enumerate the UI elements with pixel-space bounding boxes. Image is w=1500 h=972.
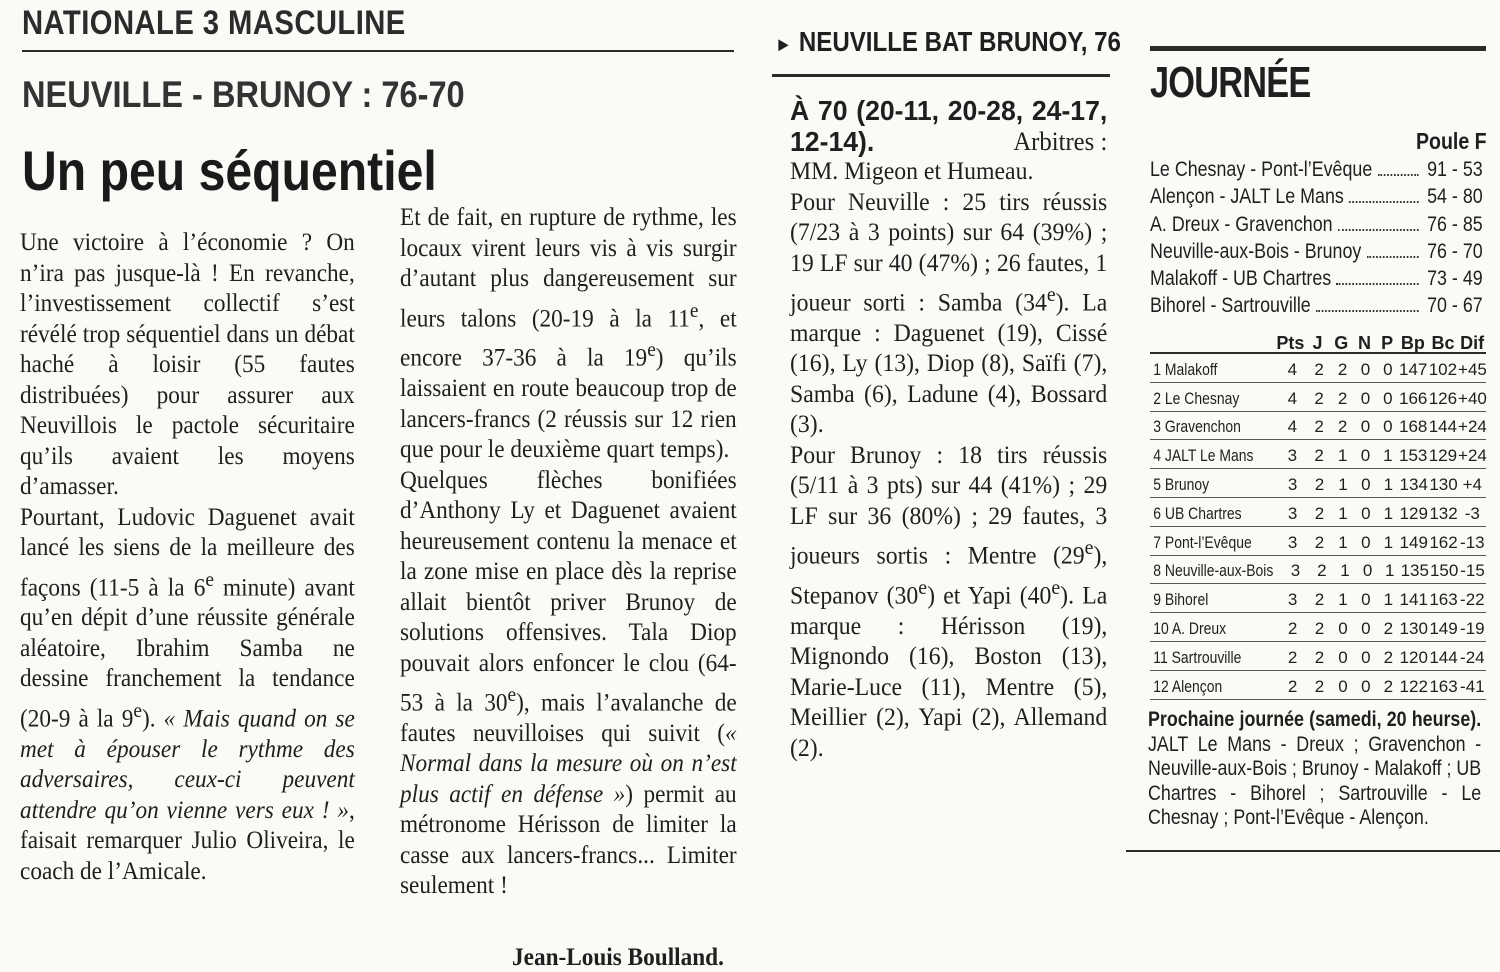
stat-cell: 1 <box>1383 474 1394 494</box>
stat-cell: -24 <box>1460 647 1485 667</box>
stat-cell: +40 <box>1458 388 1487 408</box>
stat-cell: -19 <box>1460 618 1485 638</box>
result-score: 76 - 85 <box>1427 212 1483 236</box>
standings-row <box>1150 383 1486 412</box>
leader-dots <box>1366 242 1418 258</box>
stat-cell: 2 <box>1317 561 1327 581</box>
stat-cell: 0 <box>1360 446 1371 466</box>
stat-cell: 2 <box>1383 676 1394 696</box>
quarter-scores: À 70 (20-11, 20-28, 24-17, 12-14). Arbitres : <box>790 95 1108 157</box>
stat-cell: 0 <box>1383 417 1393 437</box>
standings-row <box>1150 584 1486 613</box>
result-row <box>1150 158 1490 185</box>
result-match: Malakoff - UB Chartres <box>1150 267 1332 291</box>
stat-cell: 0 <box>1360 388 1371 408</box>
stat-cell: 2 <box>1314 618 1325 638</box>
stat-cell: 0 <box>1362 561 1373 581</box>
stat-cell: 0 <box>1360 359 1371 379</box>
result-row <box>1150 240 1490 267</box>
stat-cell: 0 <box>1383 388 1393 408</box>
stat-cell: 0 <box>1360 417 1371 437</box>
match-stats <box>790 95 1124 764</box>
stat-cell: 2 <box>1337 417 1348 437</box>
referees: MM. Migeon et Humeau. <box>790 158 1034 185</box>
result-score: 73 - 49 <box>1427 267 1483 291</box>
stat-cell: 2 <box>1314 590 1325 610</box>
stat-cell: 3 <box>1287 532 1298 552</box>
result-score: 91 - 53 <box>1427 158 1483 181</box>
stat-cell: 3 <box>1287 590 1298 610</box>
stat-cell: -41 <box>1460 676 1485 696</box>
team-name: 11 Sartrouville <box>1153 647 1242 667</box>
stat-cell: 1 <box>1338 590 1348 610</box>
stat-cell: 2 <box>1314 503 1325 523</box>
team-name: 5 Brunoy <box>1153 474 1210 494</box>
stat-cell: 2 <box>1314 474 1325 494</box>
stat-cell: 2 <box>1337 388 1348 408</box>
stat-cell: 4 <box>1287 417 1298 437</box>
stat-cell: 0 <box>1361 647 1371 667</box>
stat-cell: 144 <box>1428 417 1458 437</box>
stat-cell: 2 <box>1287 647 1298 667</box>
result-match: Neuville-aux-Bois - Brunoy <box>1150 239 1362 263</box>
section-underline <box>22 50 734 52</box>
stat-cell: 2 <box>1337 359 1348 379</box>
result-score: 70 - 67 <box>1427 294 1483 318</box>
result-match: Bihorel - Sartrouville <box>1150 294 1311 318</box>
team-name: 4 JALT Le Mans <box>1153 446 1254 466</box>
stat-cell: -13 <box>1460 532 1485 552</box>
stat-cell: 3 <box>1287 446 1298 466</box>
stat-cell: 1 <box>1338 532 1348 552</box>
article-paragraph: Et de fait, en rupture de rythme, les locaux virent leurs vis à vis surgir d’autant plus dangereusement sur leurs talons (20-19 à la 11e, et encore 37-36 à la 19e) qu’ils laissaient en route beaucoup trop de lancers-francs (2 réussis sur 12 rien que pour le deuxième quart temps). <box>400 204 737 464</box>
stat-cell: +45 <box>1458 359 1487 379</box>
leader-dots <box>1377 160 1418 176</box>
stat-cell: +4 <box>1462 474 1483 494</box>
stat-cell: 1 <box>1383 532 1394 552</box>
leader-dots <box>1349 187 1419 203</box>
result-row <box>1150 267 1490 294</box>
stat-cell: 166 <box>1399 388 1428 408</box>
stat-cell: 0 <box>1361 503 1371 523</box>
triangle-arrow-icon: ► <box>775 34 793 56</box>
result-match: A. Dreux - Gravenchon <box>1150 212 1333 236</box>
stat-cell: 144 <box>1429 647 1458 667</box>
stat-cell: 3 <box>1287 474 1298 494</box>
stat-cell: 0 <box>1338 647 1348 667</box>
stat-cell: 162 <box>1429 532 1458 552</box>
standings-row <box>1150 613 1486 642</box>
journee-topline <box>1150 46 1486 51</box>
next-round: Prochaine journée (samedi, 20 heurse). JALT Le Mans - Dreux ; Gravenchon - Neuville-aux-Bois ; Brunoy - Malakoff ; UB Chartres - Bihorel ; Sartrouville - Le Chesnay ; Pont-l’Evêque - Alençon. <box>1148 708 1482 829</box>
box-bottom-rule <box>1126 850 1500 852</box>
article-column-2 <box>400 203 737 902</box>
result-match: Le Chesnay - Pont-l’Evêque <box>1150 158 1373 181</box>
stat-cell: 0 <box>1361 618 1371 638</box>
standings-row <box>1150 671 1486 700</box>
team-name: 9 Bihorel <box>1153 590 1209 610</box>
stat-cell: 2 <box>1314 676 1325 696</box>
stat-cell: 1 <box>1337 446 1348 466</box>
standings-header: Pts J G N P Bp Bc Dif <box>1276 333 1485 353</box>
standings-row <box>1150 556 1486 585</box>
pool-label: Poule F <box>1416 128 1487 154</box>
stat-cell: 132 <box>1429 503 1458 523</box>
stat-cell: -15 <box>1460 561 1485 581</box>
article-paragraph: Pourtant, Ludovic Daguenet avait lancé les siens de la meilleure des façons (11-5 à la 6e minute) avant qu’en dépit d’une réussite générale aléatoire, Ibrahim Samba ne dessine franchement la tendance (20-9 à la 9e). « Mais quand on se met à épouser le rythme des adversaires, ceux-ci peuvent attendre qu’on vienne vers eux ! », faisait remarquer Julio Oliveira, le coach de l’Amicale. <box>20 503 355 885</box>
standings-row <box>1150 498 1486 527</box>
stat-cell: 0 <box>1361 676 1371 696</box>
stat-cell: 1 <box>1338 474 1348 494</box>
standings-row <box>1150 469 1486 498</box>
stat-cell: 122 <box>1399 676 1428 696</box>
stat-cell: 150 <box>1429 561 1459 581</box>
result-score: 76 - 70 <box>1427 239 1483 263</box>
stat-cell: 163 <box>1429 676 1458 696</box>
stat-cell: 102 <box>1428 359 1458 379</box>
result-underline <box>772 74 1110 77</box>
team-name: 2 Le Chesnay <box>1153 388 1240 408</box>
results-list <box>1150 158 1490 322</box>
article-column-1 <box>20 228 355 887</box>
coach-quote: « Mais quand on se met à épouser le rythme des adversaires, ceux-ci peuvent attendre qu’on vienne vers eux ! » <box>20 705 355 824</box>
stat-cell: -22 <box>1460 590 1485 610</box>
team-name: 10 A. Dreux <box>1153 618 1227 638</box>
stat-cell: 135 <box>1400 561 1429 581</box>
stat-cell: 1 <box>1340 561 1350 581</box>
team-name: 7 Pont-l’Evêque <box>1153 532 1252 552</box>
stat-cell: 129 <box>1428 446 1458 466</box>
stat-cell: 141 <box>1399 590 1428 610</box>
stat-cell: 149 <box>1429 618 1458 638</box>
standings-row <box>1150 642 1486 671</box>
player-quote: « Normal dans la mesure où on n’est plus actif en défense » <box>400 719 737 808</box>
stat-cell: 147 <box>1399 359 1428 379</box>
author-signature: Jean-Louis Boulland. <box>512 944 724 971</box>
result-score: 54 - 80 <box>1427 185 1483 209</box>
stat-cell: 163 <box>1429 590 1458 610</box>
stat-cell: 2 <box>1314 388 1324 408</box>
stat-cell: 1 <box>1385 561 1395 581</box>
stat-cell: 2 <box>1314 359 1324 379</box>
stat-cell: 0 <box>1361 590 1371 610</box>
stat-cell: 4 <box>1287 359 1298 379</box>
standings-row <box>1150 412 1486 441</box>
stat-cell: 149 <box>1399 532 1428 552</box>
leader-dots <box>1316 296 1419 312</box>
stat-cell: 1 <box>1383 503 1394 523</box>
stat-cell: 3 <box>1290 561 1301 581</box>
stat-cell: 153 <box>1399 446 1428 466</box>
stat-cell: 0 <box>1338 618 1348 638</box>
stat-cell: 130 <box>1429 474 1458 494</box>
article-paragraph: Quelques flèches bonifiées d’Anthony Ly et Daguenet avaient heureusement contenu la menace et la zone mise en place dès la reprise allait bientôt priver Brunoy de solutions offensives. Tala Diop pouvait alors enfoncer le clou (64-53 à la 30e), mais l’avalanche de fautes neuvilloises qui suivit (« Normal dans la mesure où on n’est plus actif en défense ») permit au métronome Hérisson de limiter la casse aux lancers-francs... Limiter seulement ! <box>400 466 737 900</box>
stat-cell: 0 <box>1338 676 1348 696</box>
result-row <box>1150 185 1490 212</box>
stat-cell: 2 <box>1287 618 1298 638</box>
team-name: 8 Neuville-aux-Bois <box>1153 561 1274 581</box>
article-paragraph: Une victoire à l’économie ? On n’ira pas jusque-là ! En revanche, l’investissement collectif s’est révélé trop séquentiel dans un débat haché à loisir (55 fautes distribuées) pour assurer aux Neuvillois le pactole sécuritaire qu’ils avaient les moyens d’amasser. <box>20 229 355 500</box>
stat-cell: 2 <box>1314 417 1324 437</box>
neuville-stats: Pour Neuville : 25 tirs réussis (7/23 à 3 points) sur 64 (39%) ; 19 LF sur 40 (47%) ; 26 fautes, 1 joueur sorti : Samba (34e). La marque : Daguenet (19), Cissé (16), Ly (13), Diop (8), Saïfi (7), Samba (6), Ladune (4), Bossard (3). <box>790 188 1108 439</box>
leader-dots <box>1338 215 1419 231</box>
leader-dots <box>1336 269 1418 285</box>
stat-cell: +24 <box>1458 446 1487 466</box>
team-name: 6 UB Chartres <box>1153 503 1242 523</box>
team-name: 3 Gravenchon <box>1153 417 1241 437</box>
stat-cell: 1 <box>1338 503 1348 523</box>
team-name: 12 Alençon <box>1153 676 1223 696</box>
stat-cell: 129 <box>1399 503 1428 523</box>
stat-cell: 0 <box>1361 532 1371 552</box>
section-label: NATIONALE 3 MASCULINE <box>22 4 406 42</box>
stat-cell: 2 <box>1314 647 1325 667</box>
standings-row <box>1150 527 1486 556</box>
result-row <box>1150 294 1490 321</box>
result-heading: ► NEUVILLE BAT BRUNOY, 76 <box>775 26 1121 57</box>
stat-cell: 0 <box>1361 474 1371 494</box>
stat-cell: 3 <box>1287 503 1298 523</box>
team-name: 1 Malakoff <box>1153 359 1218 379</box>
result-match: Alençon - JALT Le Mans <box>1150 185 1344 209</box>
stat-cell: +24 <box>1458 417 1487 437</box>
stat-cell: 126 <box>1428 388 1458 408</box>
stat-cell: 2 <box>1383 618 1394 638</box>
match-score-heading: NEUVILLE - BRUNOY : 76-70 <box>22 74 465 115</box>
standings-table <box>1150 332 1486 700</box>
stat-cell: 120 <box>1399 647 1428 667</box>
stat-cell: 2 <box>1314 532 1325 552</box>
stat-cell: 4 <box>1287 388 1298 408</box>
standings-row <box>1150 354 1486 383</box>
result-row <box>1150 213 1490 240</box>
journee-title: JOURNÉE <box>1150 58 1311 107</box>
stat-cell: 2 <box>1287 676 1298 696</box>
stat-cell: 2 <box>1383 647 1394 667</box>
stat-cell: 1 <box>1383 446 1393 466</box>
stat-cell: 168 <box>1399 417 1428 437</box>
brunoy-stats: Pour Brunoy : 18 tirs réussis (5/11 à 3 pts) sur 44 (41%) ; 29 LF sur 36 (80%) ; 29 fautes, 3 joueurs sortis : Mentre (29e), Stepanov (30e) et Yapi (40e). La marque : Hérisson (19), Mignondo (16), Boston (13), Marie-Luce (11), Mentre (5), Meillier (2), Yapi (2), Allemand (2). <box>790 441 1108 762</box>
stat-cell: 1 <box>1383 590 1394 610</box>
stat-cell: 0 <box>1383 359 1393 379</box>
stat-cell: 130 <box>1399 618 1428 638</box>
stat-cell: 134 <box>1399 474 1428 494</box>
headline: Un peu séquentiel <box>22 139 437 202</box>
stat-cell: -3 <box>1464 503 1480 523</box>
stat-cell: 2 <box>1314 446 1324 466</box>
standings-row <box>1150 440 1486 469</box>
